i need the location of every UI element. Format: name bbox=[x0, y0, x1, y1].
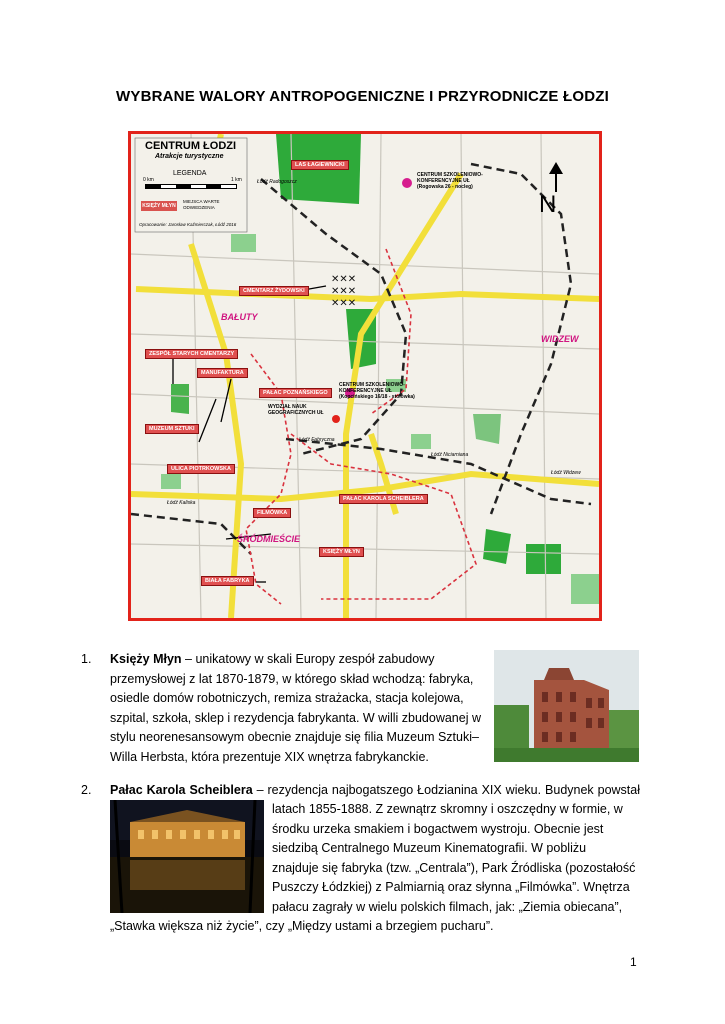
item-line: Pałac Karola Scheiblera – rezydencja najbogatszego Łodzianina XIX wieku. Budynek powstał bbox=[110, 783, 641, 797]
station-kaliska: Łódź Kaliska bbox=[167, 500, 196, 506]
item-text-wrap bbox=[272, 800, 640, 917]
legend-description: MIEJSCA WARTE ODWIEDZENIA bbox=[183, 199, 220, 210]
poi-centrum-kopcinskiego: CENTRUM SZKOLENIOWO- KONFERENCYJNE UŁ (Kopcińskiego 16/18 - stołówka) bbox=[339, 382, 415, 400]
item-number: 1. bbox=[81, 652, 92, 666]
item-line: latach 1855-1888. Z zewnątrz skromny i oszczędny w formie, w bbox=[272, 802, 623, 816]
item-line: znajduje się fabryka (tzw. „Centrala”), Park Źródliska (pozostałość bbox=[272, 860, 636, 875]
item-text-tail bbox=[110, 917, 640, 937]
tag-muzeum-sztuki: MUZEUM SZTUKI bbox=[145, 424, 199, 434]
svg-text:✕✕✕: ✕✕✕ bbox=[331, 274, 357, 285]
tag-filmowka: FILMÓWKA bbox=[253, 508, 291, 518]
tag-las-lagiewnicki: LAS ŁAGIEWNICKI bbox=[291, 160, 349, 170]
item-number: 2. bbox=[81, 783, 92, 797]
poi-centrum-rogowska: CENTRUM SZKOLENIOWO- KONFERENCYJNE UŁ (Rogowska 26 - nocleg) bbox=[417, 172, 483, 190]
tag-palac-scheiblera: PAŁAC KAROLA SCHEIBLERA bbox=[339, 494, 428, 504]
north-arrow-icon: N bbox=[539, 191, 557, 218]
item-line: szpital, szkoła, sklep i rezydencja fabrykanta. W willi zbudowanej w bbox=[110, 710, 481, 725]
svg-text:✕✕✕: ✕✕✕ bbox=[331, 286, 357, 297]
tag-ksiezy-mlyn: KSIĘŻY MŁYN bbox=[319, 547, 364, 557]
scale-start-label: 0 km bbox=[143, 177, 154, 183]
item-line: stylu neorenesansowym obecnie znajduje się filia Muzeum Sztuki– bbox=[110, 730, 479, 744]
photo-ksiezy-mlyn bbox=[494, 650, 639, 762]
item-name: Pałac Karola Scheiblera bbox=[110, 783, 253, 797]
city-center-map bbox=[128, 131, 602, 621]
page-title: WYBRANE WALORY ANTROPOGENICZNE I PRZYRODNICZE ŁODZI bbox=[116, 88, 609, 105]
tag-manufaktura: MANUFAKTURA bbox=[197, 368, 248, 378]
item-line: pałacu zagrały w wielu polskich filmach, jak: „Ziemia obiecana”, bbox=[272, 899, 623, 914]
station-widzew: Łódź Widzew bbox=[551, 470, 581, 476]
item-line: Księży Młyn – unikatowy w skali Europy zespół zabudowy bbox=[110, 652, 435, 666]
list-item bbox=[81, 650, 485, 767]
item-name: Księży Młyn bbox=[110, 652, 182, 666]
station-radogoszcz: Łódź Radogoszcz bbox=[257, 179, 297, 185]
item-line: środku urzeka smakiem i bogactwem wystroju. Obecnie jest bbox=[272, 821, 604, 836]
tag-ulica-piotrkowska: ULICA PIOTRKOWSKA bbox=[167, 464, 235, 474]
item-line: „Stawka większa niż życie”, czy „Między ustami a brzegiem pucharu”. bbox=[110, 919, 494, 933]
district-srodmiescie: ŚRÓDMIEŚCIE bbox=[237, 534, 301, 544]
legend-swatch: KSIĘŻY MŁYN bbox=[142, 203, 176, 209]
item-line: Puszczy Łódzkiej) z Palmiarnią oraz słynna „Filmówka”. Wnętrza bbox=[272, 880, 630, 894]
item-line: siedzibą Centralnego Muzeum Kinematografii. W pobliżu bbox=[272, 841, 587, 855]
photo-palac-scheiblera bbox=[110, 800, 264, 913]
tag-zespol-starych-cmentarzy: ZESPÓŁ STARYCH CMENTARZY bbox=[145, 349, 238, 359]
map-subtitle: Atrakcje turystyczne bbox=[155, 153, 224, 160]
item-line: Willa Herbsta, która prezentuje XIX wnętrza fabrykanckie. bbox=[110, 749, 429, 764]
station-niciarniana: Łódź Niciarniana bbox=[431, 452, 469, 458]
item-line: osiedle domów robotniczych, remiza strażacka, stacja kolejowa, bbox=[110, 691, 464, 705]
scale-bar bbox=[145, 184, 237, 189]
item-line: przemysłowej z lat 1870-1879, w którego skład wchodzą: fabryka, bbox=[110, 671, 474, 686]
district-baluty: BAŁUTY bbox=[221, 312, 258, 322]
tag-biala-fabryka: BIAŁA FABRYKA bbox=[201, 576, 254, 586]
page-number: 1 bbox=[630, 955, 637, 969]
map-title: CENTRUM ŁODZI bbox=[145, 140, 237, 152]
legend-label: LEGENDA bbox=[173, 170, 207, 177]
tag-palac-poznanskiego: PAŁAC POZNAŃSKIEGO bbox=[259, 388, 332, 398]
svg-text:✕✕✕: ✕✕✕ bbox=[331, 298, 357, 309]
tag-cmentarz-zydowski: CMENTARZ ŻYDOWSKI bbox=[239, 286, 309, 296]
scale-end-label: 1 km bbox=[231, 177, 242, 183]
station-fabryczna: Łódź Fabryczna bbox=[299, 437, 335, 443]
district-widzew: WIDZEW bbox=[541, 334, 579, 344]
map-credit: Opracowanie: Jarosław Kaźmierczak, Łódź 2016 bbox=[139, 222, 237, 227]
poi-wydzial-nauk-geograficznych: WYDZIAŁ NAUK GEOGRAFICZNYCH UŁ bbox=[268, 404, 324, 416]
